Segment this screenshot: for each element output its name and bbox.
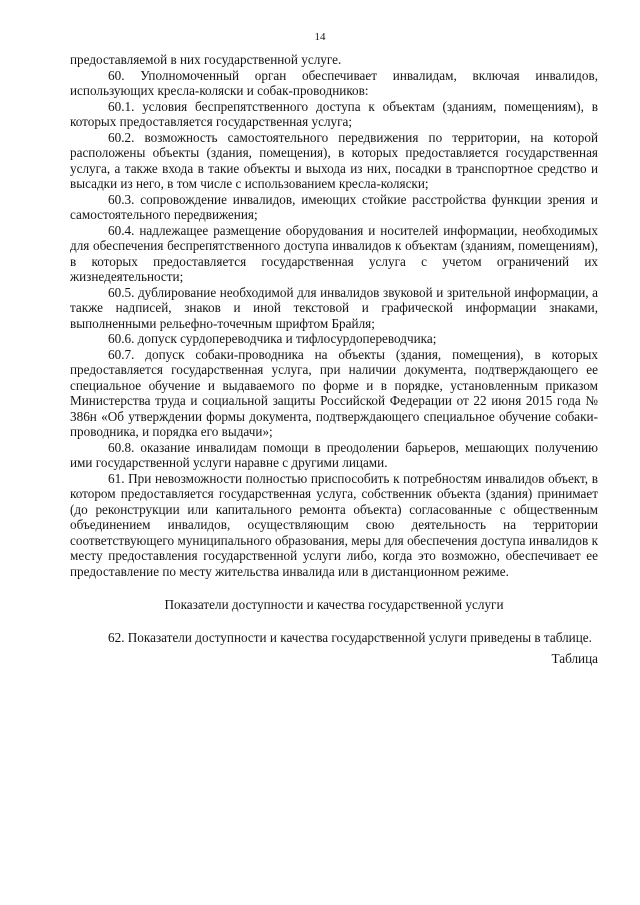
paragraph-60-2: 60.2. возможность самостоятельного передвижения по территории, на которой расположены объекты (здания, помещения), в которых предоставляется государственная услуга, а также входа в такие объекты и выхода из них, посадки в транспортное средство и высадки из него, в том числе с использованием кресла-коляски; (70, 129, 598, 191)
page-number: 14 (314, 31, 326, 43)
paragraph-60-1: 60.1. условия беспрепятственного доступа к объектам (зданиям, помещениям), в которых предоставляется государственная услуга; (70, 98, 598, 129)
paragraph-62: 62. Показатели доступности и качества государственной услуги приведены в таблице. (108, 629, 592, 645)
table-label: Таблица (551, 651, 598, 666)
paragraph-61: 61. При невозможности полностью приспособить к потребностям инвалидов объект, в котором предоставляется государственная услуга, собственник объекта (здания) принимает (до реконструкции или капитального ремонта объекта) согласованные с общественным объединением инвалидов, осуществляющим свою деятельность на территории соответствующего муниципального образования, меры для обеспечения доступа инвалидов к месту предоставления государственной услуги либо, когда это возможно, обеспечивает ее предоставление по месту жительства инвалида или в дистанционном режиме. (70, 470, 598, 579)
paragraph-60-8: 60.8. оказание инвалидам помощи в преодолении барьеров, мешающих получению ими государственной услуги наравне с другими лицами. (70, 439, 598, 470)
paragraph-60: 60. Уполномоченный орган обеспечивает инвалидам, включая инвалидов, использующих кресла-коляски и собак-проводников: (70, 67, 598, 98)
document-body (70, 52, 598, 667)
paragraph-60-3: 60.3. сопровождение инвалидов, имеющих стойкие расстройства функции зрения и самостоятельного передвижения; (70, 191, 598, 222)
paragraph-60-6: 60.6. допуск сурдопереводчика и тифлосурдопереводчика; (108, 331, 437, 346)
paragraph-60-5: 60.5. дублирование необходимой для инвалидов звуковой и зрительной информации, а также надписей, знаков и иной текстовой и графической информации знаками, выполненными рельефно-точечным шрифтом Брайля; (70, 284, 598, 331)
paragraph-60-4: 60.4. надлежащее размещение оборудования и носителей информации, необходимых для обеспечения беспрепятственного доступа инвалидов к объектам (зданиям, помещениям), в которых предоставляется государственная услуга с учетом ограничений их жизнедеятельности; (70, 222, 598, 284)
paragraph-60-7: 60.7. допуск собаки-проводника на объекты (здания, помещения), в которых предоставляется государственная услуга, при наличии документа, подтверждающего ее специальное обучение и выдаваемого по форме и в порядке, установленным приказом Министерства труда и социальной защиты Российской Федерации от 22 июня 2015 года № 386н «Об утверждении формы документа, подтверждающего специальное обучение собаки-проводника, и порядка его выдачи»; (70, 346, 598, 439)
section-heading: Показатели доступности и качества государственной услуги (164, 597, 504, 612)
paragraph-continuation: предоставляемой в них государственной услуге. (70, 52, 342, 67)
